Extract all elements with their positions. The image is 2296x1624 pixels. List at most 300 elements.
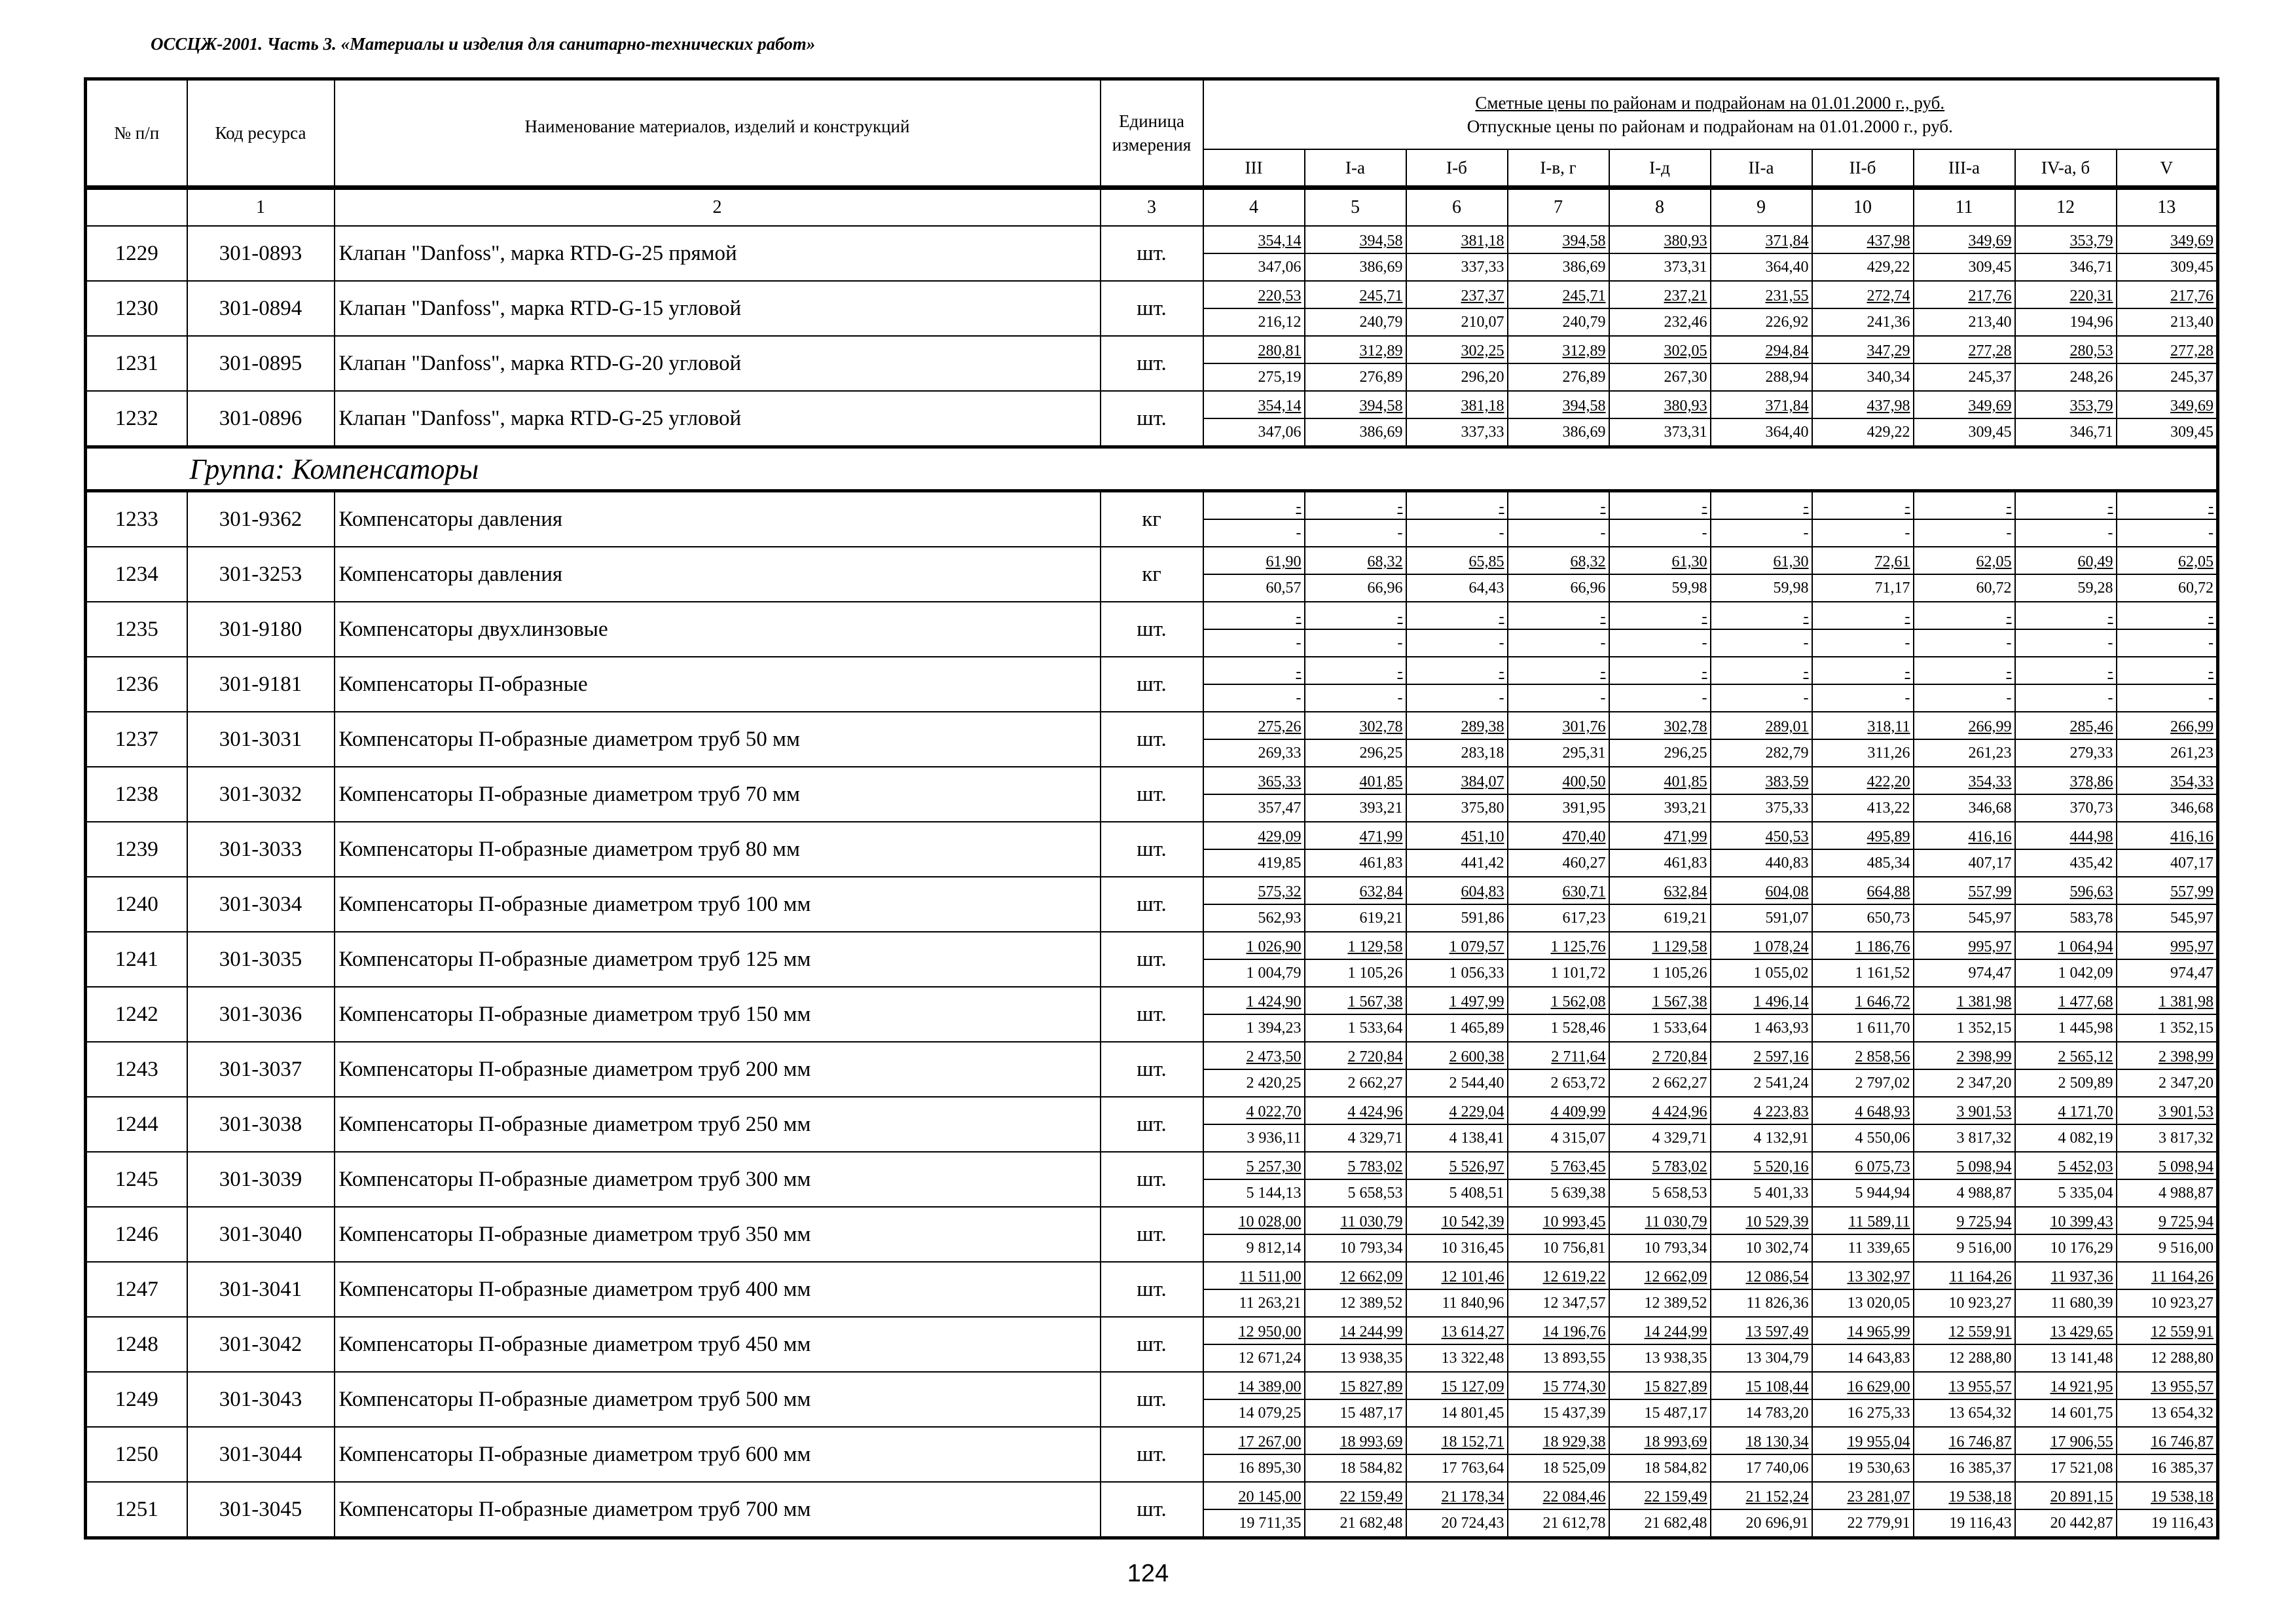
release-price: 12 347,57 — [1542, 1295, 1606, 1312]
price-cell — [1203, 657, 1305, 712]
price-cell — [2015, 547, 2117, 602]
resource-code: 301-9181 — [187, 657, 335, 712]
release-price: 1 352,15 — [1956, 1020, 2012, 1037]
unit: шт. — [1101, 1097, 1203, 1152]
table-row — [86, 1152, 2218, 1207]
estimate-price: 444,98 — [2069, 828, 2113, 845]
price-cell — [1812, 1097, 1914, 1152]
price-cell — [1609, 1372, 1711, 1427]
release-price: 583,78 — [2069, 910, 2113, 927]
resource-code: 301-3035 — [187, 932, 335, 987]
price-cell — [1609, 281, 1711, 336]
material-name: Клапан "Danfoss", марка RTD-G-25 прямой — [335, 226, 1101, 281]
price-cell — [1305, 336, 1406, 391]
release-price: 12 288,80 — [1948, 1350, 2012, 1367]
price-cell — [1914, 657, 2015, 712]
resource-code: 301-3043 — [187, 1372, 335, 1427]
release-price: 545,97 — [1968, 910, 2012, 927]
release-price: 4 988,87 — [2159, 1185, 2214, 1202]
resource-code: 301-9180 — [187, 602, 335, 657]
release-price: 296,20 — [1461, 369, 1504, 386]
material-name: Компенсаторы давления — [335, 547, 1101, 602]
estimate-price: 353,79 — [2069, 232, 2113, 249]
estimate-price: 1 129,58 — [1652, 938, 1707, 955]
release-price: 21 612,78 — [1542, 1515, 1606, 1532]
estimate-price: 220,31 — [2069, 287, 2113, 304]
price-cell — [1305, 1152, 1406, 1207]
release-price: 407,17 — [2170, 855, 2214, 872]
release-price: 591,07 — [1765, 910, 1809, 927]
release-price: 15 487,17 — [1339, 1405, 1403, 1422]
estimate-price: 495,89 — [1867, 828, 1910, 845]
release-price: 5 944,94 — [1855, 1185, 1910, 1202]
estimate-price: 371,84 — [1765, 232, 1809, 249]
release-price: 60,72 — [1976, 580, 2012, 597]
material-name: Компенсаторы П-образные диаметром труб 450 мм — [335, 1317, 1101, 1372]
price-cell — [2117, 657, 2218, 712]
release-price: 1 394,23 — [1246, 1020, 1302, 1037]
price-cell — [1609, 1482, 1711, 1538]
resource-code: 301-3041 — [187, 1262, 335, 1317]
price-cell — [1812, 391, 1914, 447]
release-price: 346,71 — [2069, 259, 2113, 276]
estimate-price: 289,38 — [1461, 718, 1504, 735]
price-cell — [2117, 877, 2218, 932]
release-price: 267,30 — [1664, 369, 1707, 386]
release-price: 59,28 — [2077, 580, 2113, 597]
price-cell — [1609, 491, 1711, 547]
row-number: 1236 — [86, 657, 187, 712]
release-price: 2 662,27 — [1652, 1075, 1707, 1092]
price-cell — [1406, 657, 1508, 712]
unit: шт. — [1101, 987, 1203, 1042]
price-cell — [1711, 932, 1812, 987]
release-price: 9 516,00 — [1956, 1240, 2012, 1257]
estimate-price: 318,11 — [1867, 718, 1910, 735]
estimate-price: 471,99 — [1664, 828, 1707, 845]
material-name: Компенсаторы П-образные диаметром труб 350 мм — [335, 1207, 1101, 1262]
release-price: 14 643,83 — [1847, 1350, 1910, 1367]
document-header: ОССЦЖ-2001. Часть 3. «Материалы и изделия для санитарно-технических работ» — [151, 34, 816, 54]
estimate-price: 470,40 — [1562, 828, 1606, 845]
estimate-price: 557,99 — [1968, 883, 2012, 900]
release-price: 346,68 — [1968, 800, 2012, 817]
price-cell — [1406, 1152, 1508, 1207]
estimate-price: - — [1397, 663, 1403, 680]
estimate-price: 16 746,87 — [2151, 1433, 2214, 1450]
material-name: Компенсаторы П-образные — [335, 657, 1101, 712]
price-cell — [1508, 602, 1609, 657]
price-cell — [2015, 1097, 2117, 1152]
release-price: 241,36 — [1867, 314, 1910, 331]
release-price: - — [1296, 635, 1302, 652]
price-cell — [1711, 987, 1812, 1042]
price-cell — [1609, 987, 1711, 1042]
release-price: 12 389,52 — [1339, 1295, 1403, 1312]
release-price: 10 176,29 — [2050, 1240, 2113, 1257]
price-cell — [2117, 1372, 2218, 1427]
material-name: Компенсаторы П-образные диаметром труб 80 мм — [335, 822, 1101, 877]
estimate-price: 2 597,16 — [1753, 1048, 1809, 1065]
release-price: 4 329,71 — [1347, 1130, 1403, 1147]
estimate-price: 14 965,99 — [1847, 1323, 1910, 1340]
estimate-price: 14 244,99 — [1644, 1323, 1707, 1340]
price-cell — [1508, 767, 1609, 822]
price-cell — [1305, 391, 1406, 447]
estimate-price: 17 906,55 — [2050, 1433, 2113, 1450]
unit: шт. — [1101, 602, 1203, 657]
release-price: 282,79 — [1765, 745, 1809, 762]
unit: шт. — [1101, 877, 1203, 932]
estimate-price: 349,69 — [2170, 397, 2214, 415]
estimate-price: 347,29 — [1867, 342, 1910, 360]
price-cell — [1812, 547, 1914, 602]
estimate-price: 11 511,00 — [1239, 1268, 1302, 1285]
estimate-price: 18 993,69 — [1339, 1433, 1403, 1450]
price-cell — [1406, 1427, 1508, 1482]
estimate-price: - — [1296, 663, 1302, 680]
column-number: 4 — [1203, 189, 1305, 226]
estimate-price: 632,84 — [1359, 883, 1403, 900]
page-number: 124 — [1127, 1560, 1169, 1587]
price-cell — [1508, 657, 1609, 712]
release-price: 1 056,33 — [1449, 965, 1504, 982]
price-cell — [2015, 226, 2117, 281]
estimate-price: 4 648,93 — [1855, 1103, 1910, 1120]
release-price: 12 288,80 — [2151, 1350, 2214, 1367]
release-price: 1 533,64 — [1652, 1020, 1707, 1037]
price-cell — [2015, 391, 2117, 447]
table-row — [86, 1427, 2218, 1482]
header-prices — [1203, 79, 2218, 150]
price-cell — [1203, 1207, 1305, 1262]
estimate-price: 16 746,87 — [1948, 1433, 2012, 1450]
estimate-price: 12 559,91 — [1948, 1323, 2012, 1340]
estimate-price: 5 257,30 — [1246, 1158, 1302, 1175]
material-name: Компенсаторы П-образные диаметром труб 50 мм — [335, 712, 1101, 767]
price-cell — [1406, 391, 1508, 447]
price-cell — [1508, 1097, 1609, 1152]
price-cell — [1406, 1097, 1508, 1152]
estimate-price: 61,30 — [1773, 553, 1809, 570]
unit: шт. — [1101, 1427, 1203, 1482]
release-price: 340,34 — [1867, 369, 1910, 386]
price-cell — [1203, 1372, 1305, 1427]
release-price: 16 385,37 — [1948, 1460, 2012, 1477]
estimate-price: 277,28 — [1968, 342, 2012, 360]
estimate-price: 2 398,99 — [2159, 1048, 2214, 1065]
header-region: III-а — [1914, 149, 2015, 187]
estimate-price: 995,97 — [2170, 938, 2214, 955]
release-price: 13 322,48 — [1441, 1350, 1504, 1367]
release-price: 14 801,45 — [1441, 1405, 1504, 1422]
estimate-price: 2 711,64 — [1551, 1048, 1606, 1065]
price-cell — [1406, 336, 1508, 391]
row-number: 1238 — [86, 767, 187, 822]
release-price: 240,79 — [1562, 314, 1606, 331]
estimate-price: 16 629,00 — [1847, 1378, 1910, 1395]
estimate-price: 349,69 — [1968, 232, 2012, 249]
release-price: 60,57 — [1266, 580, 1302, 597]
price-cell — [1914, 1372, 2015, 1427]
row-number: 1249 — [86, 1372, 187, 1427]
resource-code: 301-3253 — [187, 547, 335, 602]
release-price: 311,26 — [1867, 745, 1910, 762]
price-cell — [1203, 987, 1305, 1042]
release-price: 10 793,34 — [1339, 1240, 1403, 1257]
estimate-price: 22 159,49 — [1339, 1488, 1403, 1505]
release-price: 386,69 — [1359, 259, 1403, 276]
row-number: 1244 — [86, 1097, 187, 1152]
estimate-price: 995,97 — [1968, 938, 2012, 955]
release-price: 4 329,71 — [1652, 1130, 1707, 1147]
header-price-title-otp: Отпускные цены по районам и подрайонам на 01.01.2000 г., руб. — [1467, 117, 1953, 136]
price-cell — [1609, 877, 1711, 932]
release-price: 617,23 — [1562, 910, 1606, 927]
release-price: 309,45 — [1968, 424, 2012, 441]
header-region: IV-а, б — [2015, 149, 2117, 187]
estimate-price: 371,84 — [1765, 397, 1809, 415]
estimate-price: 11 030,79 — [1340, 1213, 1403, 1230]
column-number: 2 — [335, 189, 1101, 226]
release-price: 407,17 — [1968, 855, 2012, 872]
release-price: 245,37 — [2170, 369, 2214, 386]
release-price: - — [1397, 635, 1403, 652]
release-price: 13 654,32 — [2151, 1405, 2214, 1422]
price-cell — [1305, 932, 1406, 987]
release-price: 309,45 — [2170, 259, 2214, 276]
header-region: V — [2117, 149, 2218, 187]
release-price: - — [1499, 690, 1504, 707]
release-price: 213,40 — [2170, 314, 2214, 331]
price-cell — [1914, 712, 2015, 767]
table-row — [86, 1207, 2218, 1262]
row-number: 1237 — [86, 712, 187, 767]
release-price: 245,37 — [1968, 369, 2012, 386]
price-cell — [1914, 547, 2015, 602]
release-price: 19 530,63 — [1847, 1460, 1910, 1477]
estimate-price: 604,08 — [1765, 883, 1809, 900]
estimate-price: 12 101,46 — [1441, 1268, 1504, 1285]
price-cell — [2117, 336, 2218, 391]
price-cell — [1305, 1207, 1406, 1262]
price-cell — [1812, 822, 1914, 877]
estimate-price: 302,78 — [1664, 718, 1707, 735]
price-cell — [1711, 1042, 1812, 1097]
price-cell — [1508, 391, 1609, 447]
release-price: 460,27 — [1562, 855, 1606, 872]
estimate-price: 1 064,94 — [2058, 938, 2113, 955]
release-price: - — [1904, 525, 1910, 542]
price-cell — [1508, 1372, 1609, 1427]
release-price: 375,33 — [1765, 800, 1809, 817]
release-price: 619,21 — [1359, 910, 1403, 927]
release-price: 15 437,39 — [1542, 1405, 1606, 1422]
table-row — [86, 657, 2218, 712]
estimate-price: 5 763,45 — [1550, 1158, 1606, 1175]
estimate-price: - — [2208, 498, 2214, 515]
estimate-price: 604,83 — [1461, 883, 1504, 900]
price-cell — [1305, 547, 1406, 602]
estimate-price: - — [1702, 608, 1707, 625]
price-cell — [1914, 1097, 2015, 1152]
estimate-price: - — [2208, 608, 2214, 625]
estimate-price: 302,05 — [1664, 342, 1707, 360]
estimate-price: 1 477,68 — [2058, 993, 2113, 1010]
estimate-price: 5 452,03 — [2058, 1158, 2113, 1175]
column-number: 1 — [187, 189, 335, 226]
estimate-price: 400,50 — [1562, 773, 1606, 790]
estimate-price: 245,71 — [1562, 287, 1606, 304]
column-number: 3 — [1101, 189, 1203, 226]
price-cell — [1305, 712, 1406, 767]
release-price: 419,85 — [1258, 855, 1302, 872]
release-price: 20 442,87 — [2050, 1515, 2113, 1532]
header-name: Наименование материалов, изделий и конструкций — [335, 79, 1101, 187]
estimate-price: 1 646,72 — [1855, 993, 1910, 1010]
estimate-price: 5 520,16 — [1753, 1158, 1809, 1175]
estimate-price: 384,07 — [1461, 773, 1504, 790]
row-number: 1251 — [86, 1482, 187, 1538]
release-price: 19 116,43 — [2151, 1515, 2214, 1532]
table-row — [86, 226, 2218, 281]
material-name: Компенсаторы давления — [335, 491, 1101, 547]
price-cell — [1812, 877, 1914, 932]
release-price: 3 817,32 — [2159, 1130, 2214, 1147]
header-region: II-б — [1812, 149, 1914, 187]
estimate-price: 21 178,34 — [1441, 1488, 1504, 1505]
material-name: Компенсаторы П-образные диаметром труб 600 мм — [335, 1427, 1101, 1482]
price-cell — [2117, 547, 2218, 602]
price-cell — [2117, 391, 2218, 447]
release-price: 12 671,24 — [1238, 1350, 1302, 1367]
release-price: 13 020,05 — [1847, 1295, 1910, 1312]
release-price: 194,96 — [2069, 314, 2113, 331]
price-cell — [1812, 1042, 1914, 1097]
price-cell — [1609, 1262, 1711, 1317]
release-price: 346,71 — [2069, 424, 2113, 441]
price-cell — [2015, 822, 2117, 877]
price-cell — [1711, 1207, 1812, 1262]
price-cell — [1812, 1372, 1914, 1427]
estimate-price: 354,14 — [1258, 397, 1302, 415]
estimate-price: 14 244,99 — [1339, 1323, 1403, 1340]
price-cell — [1305, 1042, 1406, 1097]
release-price: 1 528,46 — [1550, 1020, 1606, 1037]
price-cell — [1203, 1482, 1305, 1538]
unit: кг — [1101, 547, 1203, 602]
unit: шт. — [1101, 391, 1203, 447]
price-cell — [1406, 602, 1508, 657]
price-cell — [1508, 1482, 1609, 1538]
price-cell — [2117, 1482, 2218, 1538]
unit: шт. — [1101, 767, 1203, 822]
release-price: 60,72 — [2178, 580, 2214, 597]
estimate-price: - — [1904, 608, 1910, 625]
unit: шт. — [1101, 657, 1203, 712]
release-price: - — [1702, 690, 1707, 707]
row-number: 1248 — [86, 1317, 187, 1372]
release-price: 337,33 — [1461, 259, 1504, 276]
unit: шт. — [1101, 1207, 1203, 1262]
release-price: 386,69 — [1562, 259, 1606, 276]
price-cell — [2015, 281, 2117, 336]
price-cell — [1812, 1427, 1914, 1482]
row-number: 1241 — [86, 932, 187, 987]
material-name: Компенсаторы П-образные диаметром труб 300 мм — [335, 1152, 1101, 1207]
release-price: 375,80 — [1461, 800, 1504, 817]
release-price: 59,98 — [1773, 580, 1809, 597]
estimate-price: 664,88 — [1867, 883, 1910, 900]
row-number: 1246 — [86, 1207, 187, 1262]
estimate-price: 15 827,89 — [1339, 1378, 1403, 1395]
release-price: 386,69 — [1562, 424, 1606, 441]
price-cell — [1406, 491, 1508, 547]
price-cell — [1914, 1207, 2015, 1262]
estimate-price: 1 381,98 — [1956, 993, 2012, 1010]
estimate-price: 19 538,18 — [1948, 1488, 2012, 1505]
resource-code: 301-0894 — [187, 281, 335, 336]
estimate-price: 266,99 — [2170, 718, 2214, 735]
price-cell — [1406, 1482, 1508, 1538]
estimate-price: 1 079,57 — [1449, 938, 1504, 955]
column-number: 5 — [1305, 189, 1406, 226]
release-price: - — [2208, 525, 2214, 542]
release-price: - — [1397, 690, 1403, 707]
row-number: 1229 — [86, 226, 187, 281]
price-cell — [1711, 767, 1812, 822]
resource-code: 301-3039 — [187, 1152, 335, 1207]
header-price-title-smet: Сметные цены по районам и подрайонам на 01.01.2000 г., руб. — [1475, 93, 1945, 113]
release-price: 364,40 — [1765, 424, 1809, 441]
estimate-price: 11 030,79 — [1645, 1213, 1707, 1230]
release-price: 11 840,96 — [1442, 1295, 1504, 1312]
unit: шт. — [1101, 281, 1203, 336]
price-cell — [1711, 336, 1812, 391]
release-price: 4 550,06 — [1855, 1130, 1910, 1147]
estimate-price: 1 078,24 — [1753, 938, 1809, 955]
column-number-empty — [86, 189, 187, 226]
price-cell — [2015, 1427, 2117, 1482]
release-price: - — [1499, 635, 1504, 652]
release-price: 1 042,09 — [2058, 965, 2113, 982]
estimate-price: 5 098,94 — [1956, 1158, 2012, 1175]
release-price: 591,86 — [1461, 910, 1504, 927]
release-price: 309,45 — [2170, 424, 2214, 441]
estimate-price: - — [1397, 498, 1403, 515]
price-cell — [1711, 602, 1812, 657]
header-region: III — [1203, 149, 1305, 187]
release-price: 9 812,14 — [1246, 1240, 1302, 1257]
estimate-price: - — [1600, 498, 1606, 515]
release-price: 440,83 — [1765, 855, 1809, 872]
estimate-price: - — [1397, 608, 1403, 625]
release-price: 18 584,82 — [1339, 1460, 1403, 1477]
estimate-price: 13 429,65 — [2050, 1323, 2113, 1340]
price-cell — [1609, 226, 1711, 281]
price-cell — [1508, 1317, 1609, 1372]
table-row — [86, 1262, 2218, 1317]
price-cell — [1914, 877, 2015, 932]
column-number: 9 — [1711, 189, 1812, 226]
estimate-price: 15 108,44 — [1745, 1378, 1809, 1395]
estimate-price: 394,58 — [1359, 397, 1403, 415]
estimate-price: 10 993,45 — [1542, 1213, 1606, 1230]
release-price: 2 347,20 — [2159, 1075, 2214, 1092]
estimate-price: 365,33 — [1258, 773, 1302, 790]
estimate-price: 1 567,38 — [1652, 993, 1707, 1010]
estimate-price: 383,59 — [1765, 773, 1809, 790]
